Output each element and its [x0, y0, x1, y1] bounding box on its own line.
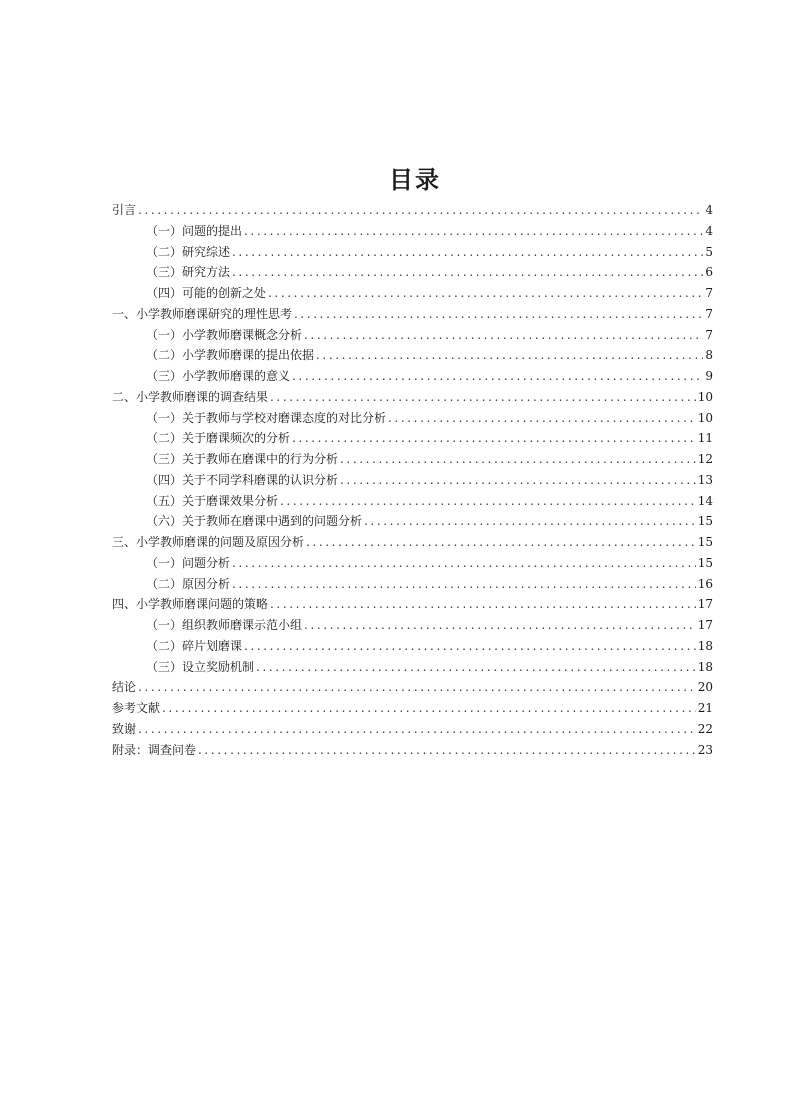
- toc-list: [112, 200, 713, 760]
- toc-dot-leader: [270, 387, 696, 408]
- toc-dot-leader: [280, 491, 696, 512]
- toc-entry[interactable]: [112, 657, 713, 678]
- toc-dot-leader: [388, 408, 696, 429]
- toc-entry-label: 附录：调查问卷: [112, 742, 197, 757]
- toc-entry[interactable]: [112, 428, 713, 449]
- toc-entry[interactable]: [112, 553, 713, 574]
- toc-dot-leader: [162, 698, 696, 719]
- toc-title: 目录: [389, 166, 441, 194]
- toc-entry[interactable]: [112, 740, 713, 761]
- toc-entry[interactable]: [112, 449, 713, 470]
- toc-dot-leader: [270, 594, 696, 615]
- toc-entry-label: （五）关于磨课效果分析: [146, 493, 279, 508]
- toc-entry-label: （二）原因分析: [146, 576, 231, 591]
- toc-entry-label: （一）关于教师与学校对磨课态度的对比分析: [146, 410, 387, 425]
- toc-entry-page-number: 16: [697, 576, 713, 591]
- toc-entry[interactable]: [112, 200, 713, 221]
- toc-entry-label: 结论: [112, 680, 137, 695]
- toc-entry-label: （一）小学教师磨课概念分析: [146, 327, 303, 342]
- toc-entry-page-number: 6: [705, 265, 713, 280]
- toc-entry-page-number: 15: [697, 555, 713, 570]
- toc-dot-leader: [316, 345, 703, 366]
- toc-entry-label: （四）关于不同学科磨课的认识分析: [146, 472, 339, 487]
- toc-entry[interactable]: [112, 677, 713, 698]
- toc-dot-leader: [292, 366, 703, 387]
- toc-entry[interactable]: [112, 387, 713, 408]
- toc-entry-page-number: 13: [697, 472, 713, 487]
- toc-dot-leader: [138, 719, 696, 740]
- toc-entry-page-number: 18: [697, 659, 713, 674]
- toc-dot-leader: [232, 574, 696, 595]
- toc-dot-leader: [340, 449, 696, 470]
- toc-dot-leader: [138, 677, 696, 698]
- toc-dot-leader: [268, 283, 703, 304]
- toc-entry-page-number: 18: [697, 638, 713, 653]
- toc-dot-leader: [306, 532, 696, 553]
- toc-entry[interactable]: [112, 366, 713, 387]
- toc-entry-page-number: 8: [705, 348, 713, 363]
- toc-entry-page-number: 20: [697, 680, 713, 695]
- toc-entry[interactable]: [112, 698, 713, 719]
- toc-dot-leader: [244, 636, 696, 657]
- toc-dot-leader: [256, 657, 696, 678]
- toc-dot-leader: [138, 200, 703, 221]
- toc-entry-page-number: 7: [705, 286, 713, 300]
- toc-entry-label: （一）组织教师磨课示范小组: [146, 618, 303, 632]
- toc-entry[interactable]: [112, 719, 713, 740]
- toc-entry-page-number: 15: [697, 535, 713, 549]
- toc-entry[interactable]: [112, 470, 713, 491]
- toc-entry-page-number: 7: [705, 327, 713, 342]
- toc-entry[interactable]: [112, 242, 713, 263]
- toc-entry-label: （二）小学教师磨课的提出依据: [146, 348, 315, 363]
- toc-entry-label: 三、小学教师磨课的问题及原因分析: [112, 535, 305, 549]
- toc-entry-label: （三）研究方法: [146, 265, 231, 280]
- toc-entry-page-number: 9: [705, 369, 713, 383]
- toc-entry[interactable]: [112, 325, 713, 346]
- toc-entry[interactable]: [112, 408, 713, 429]
- toc-entry-page-number: 12: [697, 452, 713, 466]
- toc-entry[interactable]: [112, 511, 713, 532]
- toc-entry-page-number: 23: [697, 742, 713, 757]
- toc-entry-label: 参考文献: [112, 701, 161, 715]
- toc-entry-label: （一）问题分析: [146, 555, 231, 570]
- toc-entry-page-number: 21: [697, 701, 713, 715]
- toc-entry[interactable]: [112, 574, 713, 595]
- toc-entry-label: 一、小学教师磨课研究的理性思考: [112, 306, 293, 321]
- toc-entry[interactable]: [112, 594, 713, 615]
- toc-entry[interactable]: [112, 491, 713, 512]
- toc-entry-label: （六）关于教师在磨课中遇到的问题分析: [146, 514, 363, 529]
- toc-entry[interactable]: [112, 532, 713, 553]
- toc-entry-page-number: 10: [697, 410, 713, 425]
- toc-entry[interactable]: [112, 636, 713, 657]
- toc-entry[interactable]: [112, 304, 713, 325]
- toc-entry-page-number: 10: [697, 389, 713, 404]
- toc-dot-leader: [292, 428, 696, 449]
- toc-entry-label: （三）设立奖励机制: [146, 659, 255, 674]
- toc-dot-leader: [232, 262, 703, 283]
- toc-entry-label: 引言: [112, 203, 137, 217]
- toc-dot-leader: [232, 553, 696, 574]
- toc-entry-page-number: 11: [697, 431, 713, 446]
- toc-dot-leader: [304, 615, 696, 636]
- toc-entry-label: （二）关于磨课频次的分析: [146, 431, 291, 446]
- toc-entry-page-number: 7: [705, 306, 713, 321]
- toc-entry-page-number: 22: [697, 721, 713, 736]
- toc-entry-label: （三）关于教师在磨课中的行为分析: [146, 452, 339, 466]
- toc-entry-label: （二）碎片划磨课: [146, 638, 243, 653]
- toc-dot-leader: [340, 470, 696, 491]
- toc-entry[interactable]: [112, 221, 713, 242]
- toc-entry-label: （三）小学教师磨课的意义: [146, 369, 291, 383]
- toc-entry-page-number: 4: [705, 223, 713, 238]
- toc-entry-label: （四）可能的创新之处: [146, 286, 267, 300]
- toc-dot-leader: [294, 304, 703, 325]
- toc-entry-page-number: 17: [697, 597, 713, 612]
- toc-entry-page-number: 5: [705, 244, 713, 259]
- toc-entry-page-number: 4: [705, 203, 713, 217]
- toc-entry-label: （一）问题的提出: [146, 223, 243, 238]
- toc-entry-label: 二、小学教师磨课的调查结果: [112, 389, 269, 404]
- toc-dot-leader: [364, 511, 696, 532]
- toc-entry-page-number: 15: [697, 514, 713, 529]
- toc-entry-page-number: 17: [697, 618, 713, 632]
- toc-entry-page-number: 14: [697, 493, 713, 508]
- toc-entry[interactable]: [112, 262, 713, 283]
- toc-dot-leader: [198, 740, 696, 761]
- toc-entry-label: 四、小学教师磨课问题的策略: [112, 597, 269, 612]
- toc-dot-leader: [304, 325, 703, 346]
- toc-entry[interactable]: [112, 345, 713, 366]
- toc-entry-label: （二）研究综述: [146, 244, 231, 259]
- toc-entry[interactable]: [112, 615, 713, 636]
- toc-dot-leader: [232, 242, 703, 263]
- toc-dot-leader: [244, 221, 703, 242]
- toc-entry-label: 致谢: [112, 721, 137, 736]
- toc-entry[interactable]: [112, 283, 713, 304]
